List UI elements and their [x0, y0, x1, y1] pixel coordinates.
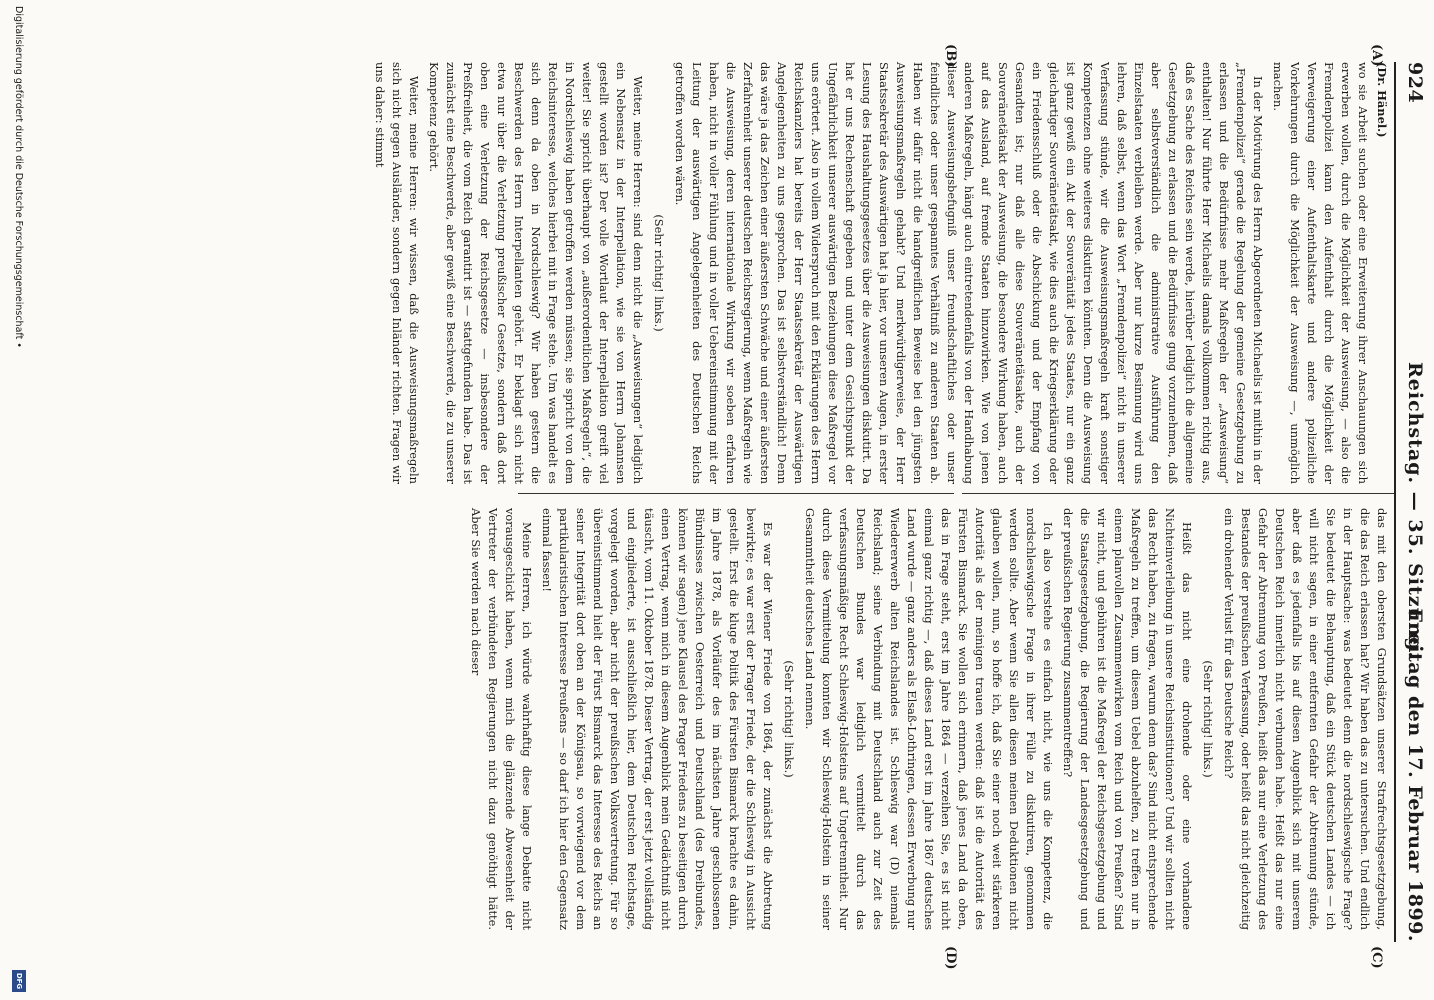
interjection: (Sehr richtig! links.)	[782, 660, 796, 778]
paragraph: Ich also verstehe es einfach nicht, wie uns die Kompetenz, die nordschleswigsche Frage in ihrer Fülle zu diskutiren, genommen werden sollte. Aber wenn Sie allen diesen meinen Deduktionen nicht glauben wollen, nun, so hoffe ich, daß Sie einer noch weit stärkeren Autorität als der meinigen trauen werden: daß ist die Autorität des Fürsten Bismarck. Sie wollen sich erinnern, daß jenes Land da oben, das in Frage steht, erst im Jahre 1864 — verzeihen Sie, es ist nicht einmal ganz richtig —, daß dieses Land erst im Jahre 1867 deutsches Land wurde — ganz anders als Elsaß-Lothringen, dessen Erwerbung nur Wiedererwerb alten Reichslandes ist. Schleswig war (D) niemals Reichsland; seine Verbindung mit Deutschland auch zur Zeit des Deutschen Bundes war lediglich vermittelt durch das verfassungsmäßige Recht Schleswig-Holsteins auf Ungetrenntheit. Nur durch diese Vermittelung konnten wir Schleswig-Holstein in seiner Gesammtheit deutsches Land nennen.	[803, 508, 1055, 930]
interjection: (Sehr richtig! links.)	[652, 214, 666, 332]
page-number: 924	[1404, 62, 1426, 104]
paragraph: das mit den obersten Grundsätzen unserer Strafrechtsgesetzgebung, die das Reich erlassen hat? Wir haben das zu untersuchen. Und endlich in der Hauptsache: was bedeutet denn die nordschleswigsche Frage? Sie bedeutet die Behauptung, daß ein Stück deutschen Landes — ich will nicht sagen, in einer entfernten Gefahr der Abtrennung stünde, aber daß es jedenfalls bis auf diesen Augenblick sich mit unserem Deutschen Reich innerlich nicht verbunden habe. Heißt das nur eine Gefahr der Abtrennung von Preußen, heißt das nur eine Verletzung des Bestandes der preußischen Verfassung, oder heißt das nicht gleichzeitig ein drohender Verlust für das Deutsche Reich?	[1222, 508, 1389, 930]
right-column	[469, 508, 1390, 930]
running-date: Freitag den 17. Februar 1899.	[1404, 608, 1426, 942]
left-column	[373, 62, 1390, 484]
column-divider	[518, 493, 954, 494]
running-title: Reichstag. — 35. Sitzung.	[1404, 362, 1426, 660]
margin-mark-b: (B)	[943, 44, 958, 68]
speaker-label: (Dr. Hänel.)	[1375, 62, 1389, 138]
paragraph: Meine Herren, ich würde wahrhaftig diese lange Debatte nicht vorausgeschickt haben, wenn mich die glänzende Abwesenheit der Vertreter der verbündeten Regierungen nicht dazu genöthigt hätte. Aber Sie werden nach dieser	[469, 508, 534, 930]
column-divider	[962, 493, 1394, 494]
paragraph: Heißt das nicht eine drohende oder eine vorhandene Nichteinverleibung in unsere Reichsinstitutionen? Und wir sollten nicht das Recht haben, zu fragen, warum denn das? Sind nicht entsprechende Maßregeln zu treffen, um diesem Uebel abzuhelfen, zu treffen nur in einem planvollen Zusammenwirken vom Reich und von Preußen? Sind wir nicht, und gebühren ist die Maßregel der Reichsgesetzgebung und die Staatsgesetzgebung, die Regierung der Landesgesetzgebung und der preußischen Regierung zusammentreffen?	[1061, 508, 1194, 930]
header-rule	[1394, 62, 1396, 942]
paragraph: wo sie Arbeit suchen oder eine Erweiterung ihrer Anschauungen sich erwerben wollen, durch die Möglichkeit der Ausweisung, — also die Fremdenpolizei kann den Aufenthalt durch die Möglichkeit der Verweigerung einer Aufenthaltskarte und andere polizeiliche Vorkehrungen durch die Möglichkeit der Ausweisung —, unmöglich machen.	[1271, 62, 1370, 484]
dfg-logo-icon: DFG	[12, 970, 26, 992]
paragraph: In der Motivirung des Herrn Abgeordneten Michaelis ist mithin in der „Fremdenpolizei“ gerade die Regelung der gemeine Gesetzgebung zu erlassen und die Bedürfnisse mehr Maßregeln der „Ausweisung“ enthalten! Nur führte Herr Michaelis damals vollkommen richtig aus, daß es Sache des Reiches sein werde, hierüber lediglich die allgemeine Gesetzgebung zu erlassen und die Bedürfnisse gung vorzunehmen, daß aber selbstverständlich die administrative Ausführung den Einzelstaaten verbleiben werde. Aber nur kurze Besinnung wird uns lehren, daß selbst, wenn das Wort „Fremdenpolizei“ nicht in unserer Verfassung stünde, wir die Ausweisungsmaßregeln kraft sonstiger Kompetenzen ohne weiteres diskutiren könnten. Denn die Ausweisung ist ganz gewiß ein Akt der Souveränität jedes Staates, nur ein ganz gleichartiger Souveränetätsakt, wie dies auch die Kriegserklärung oder ein Friedensschluß oder die Abschickung und der Empfang von Gesandten ist; nur daß alle diese Souveränetätsakte, auch der Souveränetätsakt der Ausweisung, die besondere Wirkung haben, auch auf das Ausland, auf fremde Staaten hinzuwirken. Wie von jenen anderen Maßregeln, hängt auch eintretendenfalls von der Handhabung dieser Ausweisungsbefugniß unser freundschaftliches oder unser feindliches oder unser gespanntes Verhältniß zu anderen Staaten ab. Haben wir dafür nicht die handgreiflichen Beweise bei den jüngsten Ausweisungsmaßregeln gehabt? Und merkwürdigerweise, der Herr Staatssekretär des Auswärtigen hat ja hier, vor unseren Augen, in erster Lesung des Haushaltungsgesetzes über die Ausweisungen diskutirt. Da hat er uns Rechenschaft gegeben und unter dem Gesichtspunkt der Ungefährlichkeit unserer auswärtigen Beziehungen diese Maßregel vor uns erörtert. Also in vollem Widerspruch mit den Erklärungen des Herrn Reichskanzlers hat bereits der Herr Staatssekretär der Auswärtigen Angelegenheiten zu uns gesprochen. Das ist selbstverständlich! Denn das wäre ja das Zeichen einer äußersten Schwäche und einer äußersten Zerfahrenheit unserer deutschen Reichsregierung, wenn Maßregeln wie die Ausweisung, deren internationale Wirkung wir soeben erfahren haben, nicht in voller Fühlung und in voller Uebereinstimmung mit der Leitung der auswärtigen Angelegenheiten des Deutschen Reichs getroffen worden wären.	[673, 62, 1265, 484]
paragraph: Es war der Wiener Friede von 1864, der zunächst die Abtretung bewirkte; es war erst der Prager Friede, der die Schleswig in Aussicht gestellt. Erst die kluge Politik des Fürsten Bismarck brachte es dahin, im Jahre 1878, als Vorläufer des im nächsten Jahre geschlossenen Bündnisses zwischen Oesterreich und Deutschland (des Dreibundes, können wir sagen) jene Klausel des Prager Friedens zu beseitigen durch einen Vertrag, wenn mich in diesem Augenblick mein Gedächtniß nicht täuscht, vom 11. Oktober 1878. Dieser Vertrag, der erst jetzt vollständig und eingliederte, ist ausschließlich hier, dem Deutschen Reichstage, vorgelegt worden, aber nicht der preußischen Volksvertretung. Für so übereinstimmend hielt der Fürst Bismarck das Interesse des Reichs an seiner Integrität dort oben an der Königsau, so vorwiegend vor dem partikularistischen Interesse Preußens — so darf ich hier den Gegensatz einmal fassen!	[540, 508, 775, 930]
margin-mark-c: (C)	[1369, 946, 1384, 969]
paragraph: Weiter, meine Herren: wir wissen, daß die Ausweisungsmaßregeln sich nicht gegen Ausländer, sondern gegen Inländer richten. Fragen wir uns daher: stimmt	[373, 62, 421, 484]
footer-credit: Digitalisierung gefördert durch die Deutsche Forschungsgemeinschaft •	[13, 6, 24, 348]
digitization-footer	[4, 0, 34, 1000]
interjection: (Sehr richtig! links.)	[1201, 660, 1215, 778]
running-header	[1398, 62, 1428, 942]
margin-mark-d: (D)	[943, 946, 958, 970]
margin-mark-a: (A)	[1369, 44, 1384, 67]
paragraph: Weiter, meine Herren: sind denn nicht die „Ausweisungen“ lediglich ein Nebensatz in der Interpellation, wie sie von Herrn Johannsen gestellt worden ist? Der volle Wortlaut der Interpellation greift viel weiter! Sie spricht überhaupt von „außerordentlichen Maßregeln“, die in Nordschleswig haben getroffen werden müssen; sie spricht von dem Reichsinteresse, welches hierbei mit in Frage stehe. Um was handelt es sich denn da oben in Nordschleswig? Wir haben gestern die Beschwerden des Herrn Interpellanten gehört. Er beklagt sich nicht etwa nur über die Verletzung preußischer Gesetze, sondern daß dort oben eine Verletzung der Reichsgesetze — insbesondere der Preßfreiheit, die vom Reich garantirt ist — stattgefunden habe. Das ist zunächst eine Beschwerde, aber gewiß eine Beschwerde, die zu unserer Kompetenz gehört.	[427, 62, 645, 484]
